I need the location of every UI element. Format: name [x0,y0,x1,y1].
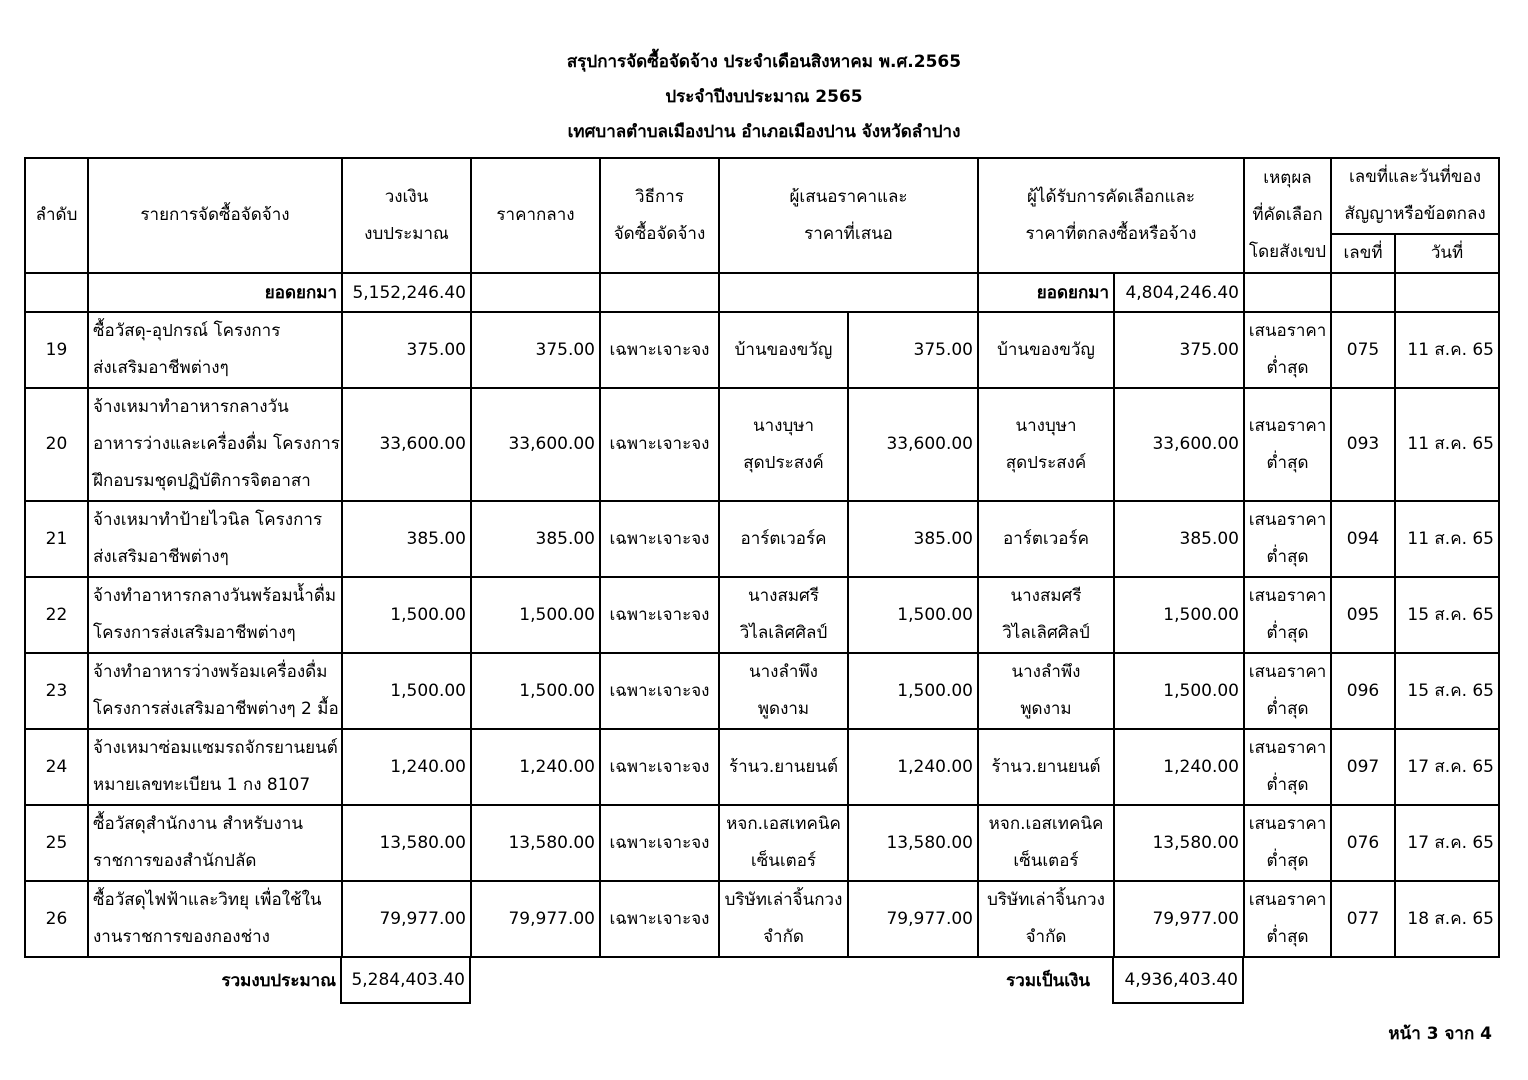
row-item [88,653,342,729]
row-winner-line: จำกัด [1025,927,1067,947]
row-reason-line: เสนอราคา [1248,321,1327,341]
doc-title-line3: เทศบาลตำบลเมืองปาน อำเภอเมืองปาน จังหวัดลำปาง [567,122,961,142]
row-winner-line: อาร์ตเวอร์ค [1003,528,1089,549]
row-bidder-line: นางลำพึง [749,662,818,682]
row-median: 1,500.00 [471,577,600,653]
row-winner-line: บริษัทเล่าจิ้นกวง [987,890,1105,910]
row-budget: 13,580.00 [342,805,471,881]
row-winner-line: สุดประสงค์ [1005,452,1087,473]
total-agreed-label: รวมเป็นเงิน [1006,971,1090,991]
row-reason [1244,881,1331,957]
row-bidder-line: นางสมศรี [748,586,819,606]
row-item-line: โครงการส่งเสริมอาชีพต่างๆ [93,623,296,643]
row-winner-line: นางบุษา [1015,415,1077,436]
row-reason [1244,501,1331,577]
row-item [88,312,342,388]
row-item-line: จ้างเหมาทำป้ายไวนิล โครงการ [93,510,323,530]
row-date: 15 ส.ค. 65 [1395,653,1499,729]
page-number: หน้า 3 จาก 4 [1388,1024,1492,1044]
carried-agreed: 4,804,246.40 [1114,273,1244,312]
header-bidder [719,158,978,273]
row-winner-line: หจก.เอสเทคนิค [988,814,1104,834]
row-agreed: 33,600.00 [1114,388,1244,501]
row-median: 1,500.00 [471,653,600,729]
header-reason [1244,158,1331,273]
row-bid: 385.00 [848,501,978,577]
row-bidder [719,805,848,881]
row-reason-line: เสนอราคา [1248,814,1327,834]
row-budget: 385.00 [342,501,471,577]
row-agreed: 1,240.00 [1114,729,1244,805]
row-winner-line: บ้านของขวัญ [997,339,1095,360]
row-item-line: โครงการส่งเสริมอาชีพต่างๆ 2 มื้อ [93,699,339,719]
row-item-line: ฝึกอบรมชุดปฏิบัติการจิตอาสา [93,471,311,491]
row-item-line: ซื้อวัสดุสำนักงาน สำหรับงาน [93,814,303,834]
row-no: 19 [25,312,88,388]
row-winner-line: เซ็นเตอร์ [1013,851,1079,871]
table-row [25,501,1499,577]
totals-table [24,958,1498,1004]
row-bid: 1,240.00 [848,729,978,805]
row-no: 21 [25,501,88,577]
table-row [25,577,1499,653]
row-winner [978,312,1114,388]
header-reason-line1: เหตุผล [1263,168,1312,188]
carried-label-2: ยอดยกมา [978,273,1114,312]
row-winner [978,577,1114,653]
row-contract-no: 093 [1331,388,1395,501]
row-median: 375.00 [471,312,600,388]
row-date: 17 ส.ค. 65 [1395,805,1499,881]
row-contract-no: 094 [1331,501,1395,577]
row-median: 79,977.00 [471,881,600,957]
row-item-line: ส่งเสริมอาชีพต่างๆ [93,547,229,567]
row-winner [978,501,1114,577]
row-bidder-line: บ้านของขวัญ [734,339,833,360]
row-item [88,881,342,957]
row-bidder-line: สุดประสงค์ [743,452,824,473]
row-reason-line: เสนอราคา [1248,586,1327,606]
row-bidder-line: จำกัด [763,927,804,947]
row-reason-line: เสนอราคา [1248,662,1327,682]
row-contract-no: 095 [1331,577,1395,653]
row-item-line: ส่งเสริมอาชีพต่างๆ [93,358,229,378]
row-reason-line: ต่ำสุด [1266,452,1309,473]
header-contract-line1: เลขที่และวันที่ของ [1348,167,1482,187]
row-bidder-line: ร้านว.ยานยนต์ [729,756,838,777]
row-method: เฉพาะเจาะจง [600,388,719,501]
row-contract-no: 077 [1331,881,1395,957]
header-method [600,158,719,273]
row-bidder-line: เซ็นเตอร์ [750,851,817,871]
header-contract-date: วันที่ [1395,234,1499,273]
row-reason-line: เสนอราคา [1248,510,1327,530]
total-budget-value: 5,284,403.40 [341,958,470,1003]
header-method-line2: จัดซื้อจัดจ้าง [613,223,706,244]
row-bidder-line: พูดงาม [757,699,810,719]
header-bidder-line2: ราคาที่เสนอ [804,223,893,244]
row-item-line: จ้างทำอาหารว่างพร้อมเครื่องดื่ม [93,662,328,682]
row-median: 33,600.00 [471,388,600,501]
row-reason [1244,312,1331,388]
row-item-line: ซื้อวัสดุไฟฟ้าและวิทยุ เพื่อใช้ใน [93,890,322,910]
row-date: 11 ส.ค. 65 [1395,388,1499,501]
row-agreed: 1,500.00 [1114,653,1244,729]
row-no: 23 [25,653,88,729]
doc-title-line2: ประจำปีงบประมาณ 2565 [665,87,863,107]
total-agreed-value: 4,936,403.40 [1113,958,1243,1003]
row-item [88,729,342,805]
row-bidder [719,388,848,501]
row-no: 26 [25,881,88,957]
header-bidder-line1: ผู้เสนอราคาและ [789,186,908,207]
table-row [25,312,1499,388]
row-bid: 33,600.00 [848,388,978,501]
row-bid: 1,500.00 [848,577,978,653]
row-budget: 1,500.00 [342,577,471,653]
row-method: เฉพาะเจาะจง [600,577,719,653]
header-contract-line2: สัญญาหรือข้อตกลง [1344,204,1486,224]
table-row [25,729,1499,805]
row-no: 25 [25,805,88,881]
row-method: เฉพาะเจาะจง [600,501,719,577]
header-item: รายการจัดซื้อจัดจ้าง [88,158,342,273]
row-method: เฉพาะเจาะจง [600,729,719,805]
row-item-line: จ้างทำอาหารกลางวันพร้อมน้ำดื่ม [93,586,337,606]
row-winner-line: พูดงาม [1020,699,1072,719]
row-reason [1244,577,1331,653]
row-item [88,501,342,577]
row-reason-line: เสนอราคา [1248,890,1327,910]
row-budget: 1,240.00 [342,729,471,805]
row-date: 15 ส.ค. 65 [1395,577,1499,653]
row-reason-line: ต่ำสุด [1266,547,1309,567]
header-winner [978,158,1244,273]
header-median: ราคากลาง [471,158,600,273]
row-winner-line: นางสมศรี [1010,586,1082,606]
row-reason-line: เสนอราคา [1248,415,1327,436]
row-date: 18 ส.ค. 65 [1395,881,1499,957]
row-reason-line: ต่ำสุด [1266,699,1309,719]
table-row [25,388,1499,501]
header-winner-line1: ผู้ได้รับการคัดเลือกและ [1026,186,1196,207]
row-item-line: งานราชการของกองช่าง [93,927,270,947]
row-winner-line: วิไลเลิศศิลป์ [1002,623,1090,643]
row-date: 11 ส.ค. 65 [1395,312,1499,388]
total-budget-label: รวมงบประมาณ [221,971,336,991]
row-bidder [719,312,848,388]
row-winner [978,729,1114,805]
row-item-line: ซื้อวัสดุ-อุปกรณ์ โครงการ [93,321,281,341]
row-winner-line: ร้านว.ยานยนต์ [991,756,1101,777]
table-row [25,805,1499,881]
row-method: เฉพาะเจาะจง [600,312,719,388]
table-row [25,653,1499,729]
row-winner [978,881,1114,957]
row-agreed: 79,977.00 [1114,881,1244,957]
row-date: 17 ส.ค. 65 [1395,729,1499,805]
row-bidder-line: อาร์ตเวอร์ค [740,528,827,549]
row-budget: 33,600.00 [342,388,471,501]
header-budget-line2: งบประมาณ [364,223,449,244]
row-item-line: จ้างเหมาทำอาหารกลางวัน [93,397,289,417]
row-agreed: 385.00 [1114,501,1244,577]
row-bidder-line: นางบุษา [752,415,814,436]
row-budget: 1,500.00 [342,653,471,729]
carried-budget: 5,152,246.40 [342,273,471,312]
row-method: เฉพาะเจาะจง [600,653,719,729]
header-contract [1331,158,1499,234]
header-no: ลำดับ [25,158,88,273]
row-bidder-line: หจก.เอสเทคนิค [726,814,841,834]
row-no: 24 [25,729,88,805]
row-no: 20 [25,388,88,501]
header-budget-line1: วงเงิน [384,186,429,207]
carried-forward-row [25,273,1499,312]
row-budget: 79,977.00 [342,881,471,957]
row-bidder [719,577,848,653]
row-budget: 375.00 [342,312,471,388]
row-item [88,388,342,501]
carried-label: ยอดยกมา [88,273,342,312]
row-reason [1244,388,1331,501]
row-bid: 375.00 [848,312,978,388]
row-bidder-line: บริษัทเล่าจิ้นกวง [724,890,843,910]
row-contract-no: 096 [1331,653,1395,729]
row-winner [978,653,1114,729]
row-reason-line: เสนอราคา [1248,738,1327,758]
row-no: 22 [25,577,88,653]
header-reason-line3: โดยสังเขป [1248,242,1327,262]
header-method-line1: วิธีการ [635,186,684,207]
row-contract-no: 097 [1331,729,1395,805]
row-bidder [719,881,848,957]
procurement-table [24,157,1500,958]
table-row [25,881,1499,957]
row-bidder [719,653,848,729]
row-item [88,805,342,881]
doc-title-line1: สรุปการจัดซื้อจัดจ้าง ประจำเดือนสิงหาคม พ.ศ.2565 [566,52,962,72]
row-bid: 1,500.00 [848,653,978,729]
row-bid: 13,580.00 [848,805,978,881]
row-reason-line: ต่ำสุด [1266,775,1309,795]
header-reason-line2: ที่คัดเลือก [1252,205,1323,225]
row-method: เฉพาะเจาะจง [600,805,719,881]
row-reason-line: ต่ำสุด [1266,851,1309,871]
row-agreed: 375.00 [1114,312,1244,388]
row-method: เฉพาะเจาะจง [600,881,719,957]
row-reason-line: ต่ำสุด [1266,927,1309,947]
row-winner [978,388,1114,501]
row-bidder-line: วิไลเลิศศิลป์ [739,623,828,643]
row-reason [1244,729,1331,805]
header-winner-line2: ราคาที่ตกลงซื้อหรือจ้าง [1025,223,1197,244]
row-item-line: อาหารว่างและเครื่องดื่ม โครงการ [93,434,340,454]
row-reason [1244,653,1331,729]
row-reason-line: ต่ำสุด [1266,358,1309,378]
row-item-line: หมายเลขทะเบียน 1 กง 8107 [93,775,311,795]
row-winner-line: นางลำพึง [1011,662,1081,682]
row-item [88,577,342,653]
row-agreed: 13,580.00 [1114,805,1244,881]
row-bidder [719,501,848,577]
row-median: 13,580.00 [471,805,600,881]
row-contract-no: 075 [1331,312,1395,388]
row-date: 11 ส.ค. 65 [1395,501,1499,577]
row-contract-no: 076 [1331,805,1395,881]
row-reason-line: ต่ำสุด [1266,623,1309,643]
header-contract-no: เลขที่ [1331,234,1395,273]
row-winner [978,805,1114,881]
row-bid: 79,977.00 [848,881,978,957]
row-median: 385.00 [471,501,600,577]
row-item-line: ราชการของสำนักปลัด [93,851,257,871]
header-budget [342,158,471,273]
row-bidder [719,729,848,805]
row-item-line: จ้างเหมาซ่อมแซมรถจักรยานยนต์ [93,738,338,758]
row-reason [1244,805,1331,881]
row-agreed: 1,500.00 [1114,577,1244,653]
row-median: 1,240.00 [471,729,600,805]
